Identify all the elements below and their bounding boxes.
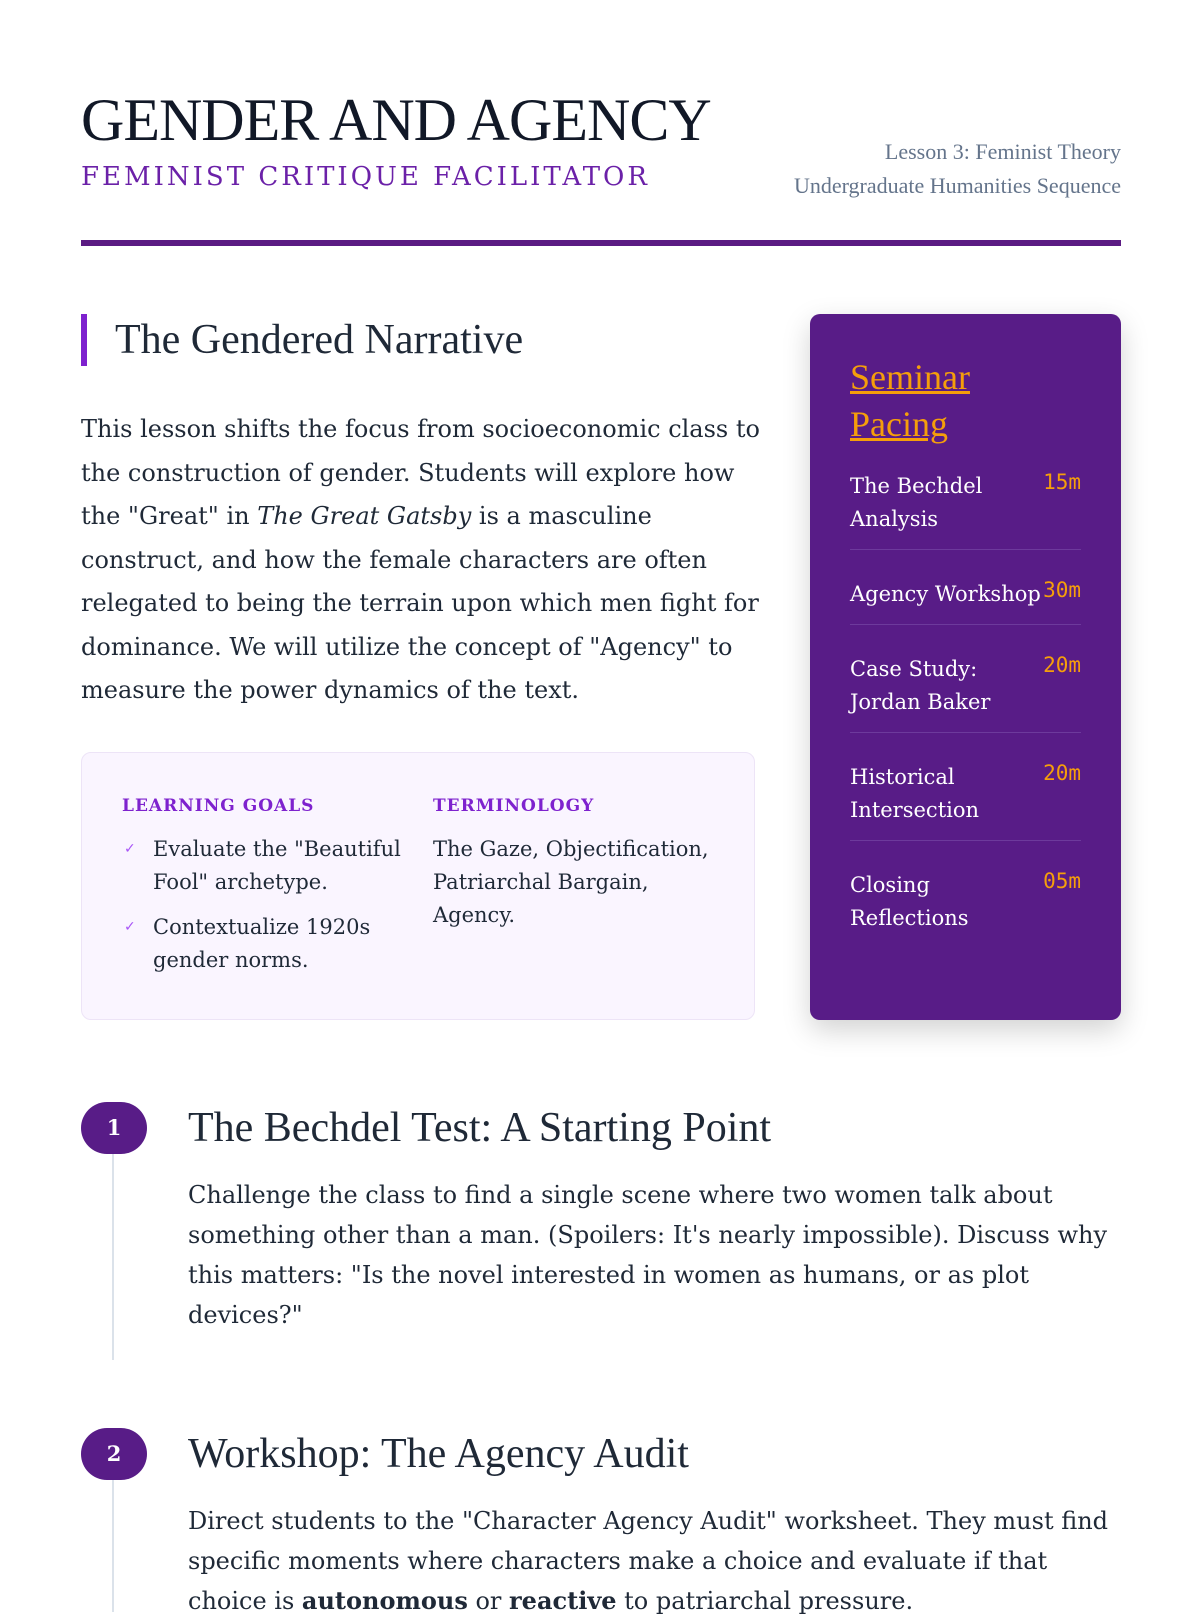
pacing-time: 30m xyxy=(1043,578,1081,602)
seminar-pacing-card xyxy=(810,314,1121,1020)
intro-paragraph xyxy=(81,408,761,713)
list-item xyxy=(122,833,402,899)
pacing-row xyxy=(850,761,1081,841)
section-accent-bar xyxy=(81,314,87,366)
pacing-time: 20m xyxy=(1043,653,1081,677)
intro-text-after: is a masculine construct, and how the female characters are often relegated to being the terrain upon which men fight for dominance. We will utilize the concept of "Agency" to measure the power dynamics of the text. xyxy=(81,502,759,704)
step-body-text: to patriarchal pressure. xyxy=(616,1587,914,1615)
pacing-label: Agency Workshop xyxy=(850,582,1041,606)
step-title: Workshop: The Agency Audit xyxy=(188,1431,689,1477)
book-title: The Great Gatsby xyxy=(257,502,472,530)
check-icon: ✓ xyxy=(124,841,136,857)
pacing-row xyxy=(850,470,1081,550)
step-body xyxy=(188,1501,1123,1621)
pacing-time: 20m xyxy=(1043,761,1081,785)
timeline-line xyxy=(112,1128,114,1360)
step-body-text: or xyxy=(467,1587,510,1615)
section-heading: The Gendered Narrative xyxy=(115,317,524,363)
goal-text: Evaluate the "Beautiful Fool" archetype. xyxy=(153,837,401,894)
step-number-badge: 2 xyxy=(81,1428,147,1480)
goal-text: Contextualize 1920s gender norms. xyxy=(153,915,371,972)
learning-goals-heading: LEARNING GOALS xyxy=(122,796,315,816)
pacing-row xyxy=(850,578,1081,625)
sequence-label: Undergraduate Humanities Sequence xyxy=(793,173,1121,198)
page-subtitle: FEMINIST CRITIQUE FACILITATOR xyxy=(81,162,650,192)
goals-box xyxy=(81,752,755,1020)
step-number-badge: 1 xyxy=(81,1102,147,1154)
lesson-label: Lesson 3: Feminist Theory xyxy=(884,139,1121,164)
pacing-label: Closing Reflections xyxy=(850,873,969,930)
intro-text-before: This lesson shifts the focus from socioeconomic class to the construction of gender. Students will explore how the "Great" in xyxy=(81,415,760,530)
emphasis-term: autonomous xyxy=(301,1586,468,1615)
terminology-text: The Gaze, Objectification, Patriarchal Bargain, Agency. xyxy=(433,837,709,927)
list-item xyxy=(122,911,402,977)
pacing-time: 15m xyxy=(1043,470,1081,494)
pacing-row xyxy=(850,869,1081,948)
pacing-label: Historical Intersection xyxy=(850,765,980,822)
terminology-heading: TERMINOLOGY xyxy=(433,796,595,816)
goals-list xyxy=(122,833,402,989)
step-body: Challenge the class to find a single scene where two women talk about something other than a man. (Spoilers: It's nearly impossible). Discuss why this matters: "Is the novel interested in women as humans, or as plot devices?" xyxy=(188,1181,1108,1329)
step-title: The Bechdel Test: A Starting Point xyxy=(188,1105,772,1151)
check-icon: ✓ xyxy=(124,919,136,935)
pacing-row xyxy=(850,653,1081,733)
header-divider xyxy=(81,240,1121,246)
pacing-time: 05m xyxy=(1043,869,1081,893)
pacing-label: The Bechdel Analysis xyxy=(850,474,983,531)
emphasis-term: reactive xyxy=(509,1586,617,1615)
page-title: GENDER AND AGENCY xyxy=(81,87,711,153)
lesson-meta xyxy=(794,135,1121,203)
step-body-text: Direct students to the "Character Agency Audit" worksheet. They must find specific moments where characters make a choice and evaluate if that choice is xyxy=(188,1507,1109,1615)
pacing-title[interactable]: Seminar Pacing xyxy=(850,357,970,444)
pacing-label: Case Study: Jordan Baker xyxy=(850,657,991,714)
